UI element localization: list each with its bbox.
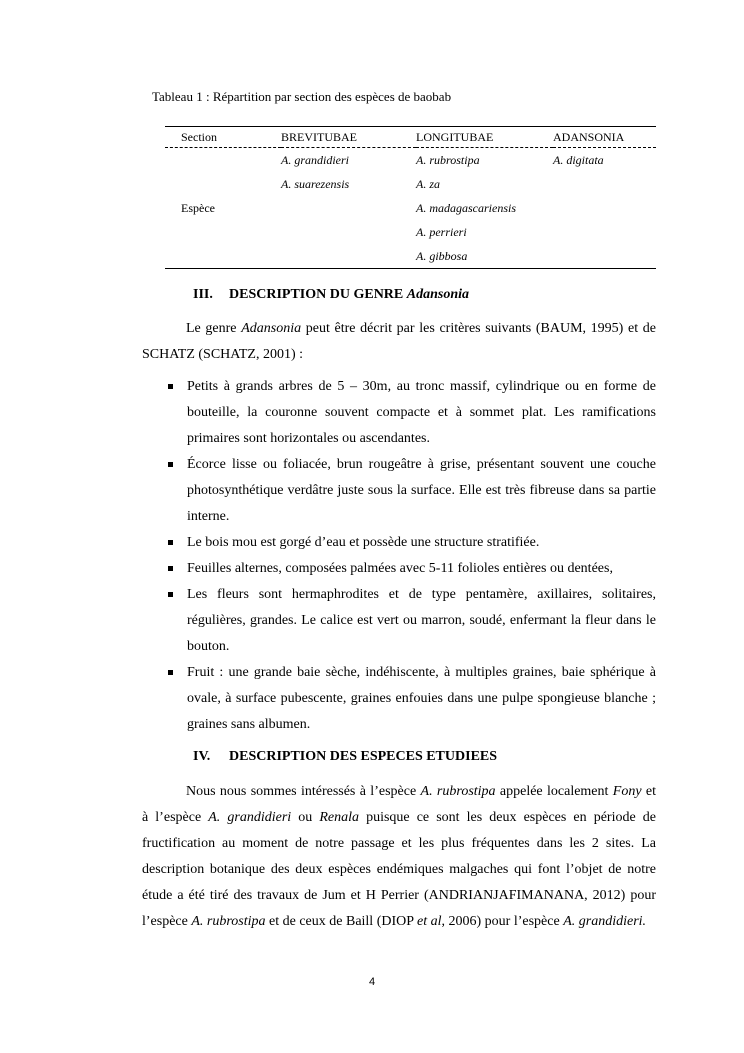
intro-text: peut être décrit par les critères suivants (BAUM, 1995) et de SCHATZ (SCHATZ, 2001) : [142,321,656,362]
paragraph-text: et de ceux de Baill (DIOP [265,914,418,929]
table-cell [281,244,416,269]
header-section: Section [165,127,281,148]
row-label-espece: Espèce [181,200,215,215]
section-3-title-italic: Adansonia [406,287,469,302]
table-cell [281,196,416,220]
bullet-icon [168,540,173,545]
species-name: A. grandidieri [208,810,292,825]
bullet-icon [168,384,173,389]
table-header-row [165,127,656,148]
table-cell: A. za [416,176,440,191]
table-cell: A. madagascariensis [416,200,516,215]
list-item [165,530,656,556]
bullet-icon [168,670,173,675]
table-cell: A. perrieri [416,224,467,239]
table-row [165,148,656,173]
et-al: et al [417,914,442,929]
list-item [165,452,656,530]
bullet-icon [168,592,173,597]
intro-text: Le genre [186,321,242,336]
list-item [165,374,656,452]
list-item [165,660,656,738]
intro-genus: Adansonia [241,321,302,336]
criteria-list [165,374,656,738]
table-caption: Tableau 1 : Répartition par section des espèces de baobab [152,89,452,104]
list-item-text: Le bois mou est gorgé d’eau et possède une structure stratifiée. [187,535,540,550]
paragraph-text: Nous nous sommes intéressés à l’espèce [186,784,421,799]
list-item [165,582,656,660]
table-cell [281,220,416,244]
page-number: 4 [368,976,376,988]
list-item-text: Feuilles alternes, composées palmées avec 5-11 folioles entières ou dentées, [187,561,613,576]
section-4-number: IV. [193,749,211,764]
table-cell [553,220,656,244]
paragraph-text: puisque ce sont les deux espèces en période de fructification au moment de notre passage et les plus fréquentes dans les 2 sites. La description botanique des deux espèces endémiques malgaches qui font l’objet de notre étude a été tiré des travaux de Jum et H Perrier (ANDRIANJAFIMANANA, 2012) pour l’espèce [142,810,656,929]
section-3-intro [142,316,656,368]
header-longitubae: LONGITUBAE [416,127,553,148]
header-brevitubae: BREVITUBAE [281,127,416,148]
table-cell [553,196,656,220]
paragraph-text: et à l’espèce [142,784,657,825]
paragraph-text: ou [291,810,320,825]
species-name: A. grandidieri. [563,914,647,929]
species-name: A. rubrostipa [420,784,496,799]
species-name: A. rubrostipa [191,914,266,929]
section-3-heading [193,287,469,303]
list-item-text: Les fleurs sont hermaphrodites et de type pentamère, axillaires, solitaires, régulières, grandes. Le calice est vert ou marron, soudé, enfermant la fleur dans le bouton. [187,587,656,654]
list-item [165,556,656,582]
paragraph-text: appelée localement [495,784,613,799]
bullet-icon [168,462,173,467]
section-3-number: III. [193,287,213,302]
table-cell: A. gibbosa [416,248,468,263]
section-4-heading [193,749,497,765]
section-3-title: DESCRIPTION DU GENRE [229,287,407,302]
section-4-paragraph [142,779,656,935]
table-cell [553,172,656,196]
list-item-text: Fruit : une grande baie sèche, indéhiscente, à multiples graines, baie sphérique à ovale, à surface pubescente, graines enfouies dans une pulpe spongieuse blanche ; graines sans albumen. [187,665,656,732]
table-cell [553,244,656,269]
table-cell: A. rubrostipa [416,152,480,167]
table-cell: A. digitata [553,152,604,167]
header-adansonia: ADANSONIA [553,127,656,148]
local-name: Renala [319,810,359,825]
species-table [165,126,656,269]
table-cell: A. suarezensis [281,176,350,191]
local-name: Fony [612,784,642,799]
bullet-icon [168,566,173,571]
paragraph-text: , 2006) pour l’espèce [441,914,564,929]
section-4-title: DESCRIPTION DES ESPECES ETUDIEES [229,749,498,764]
list-item-text: Petits à grands arbres de 5 – 30m, au tronc massif, cylindrique ou en forme de bouteille, la couronne souvent compacte et à sommet plat. Les ramifications primaires sont horizontales ou ascendantes. [187,379,656,446]
table-cell: A. grandidieri [281,152,349,167]
list-item-text: Écorce lisse ou foliacée, brun rougeâtre à grise, présentant souvent une couche photosynthétique verdâtre juste sous la surface. Elle est très fibreuse dans sa partie interne. [187,457,656,524]
